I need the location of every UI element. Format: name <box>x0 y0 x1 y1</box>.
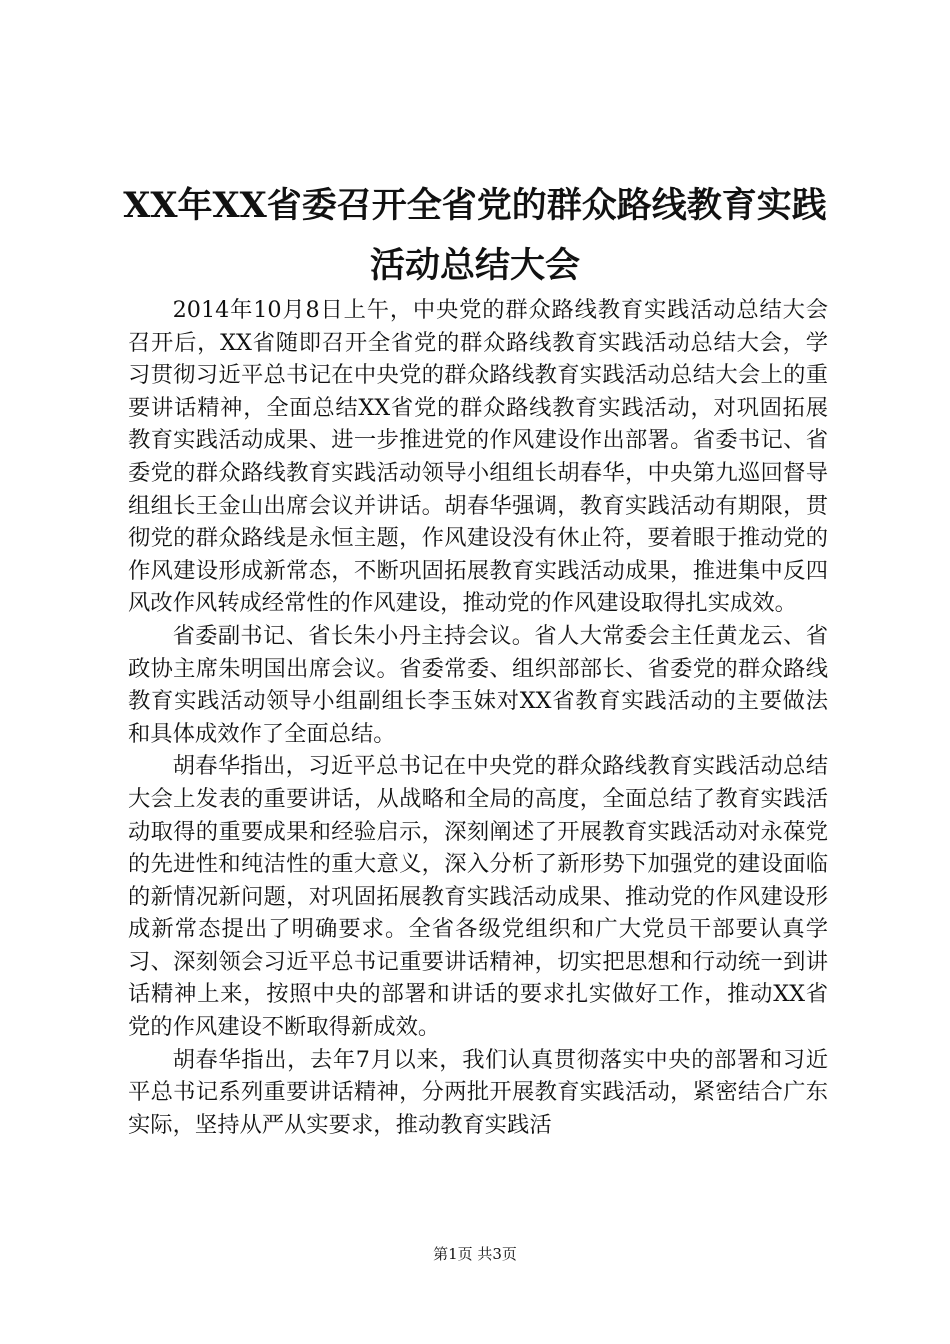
paragraph-4: 胡春华指出，去年7月以来，我们认真贯彻落实中央的部署和习近平总书记系列重要讲话精神，分两批开展教育实践活动，紧密结合广东实际，坚持从严从实要求，推动教育实践活 <box>128 1046 828 1138</box>
paragraph-2: 省委副书记、省长朱小丹主持会议。省人大常委会主任黄龙云、省政协主席朱明国出席会议。省委常委、组织部部长、省委党的群众路线教育实践活动领导小组副组长李玉妹对XX省教育实践活动的主要做法和具体成效作了全面总结。 <box>128 622 828 747</box>
page-footer: 第1页 共3页 <box>433 1245 517 1263</box>
document-body <box>128 294 828 1141</box>
paragraph-1: 2014年10月8日上午，中央党的群众路线教育实践活动总结大会召开后，XX省随即召开全省党的群众路线教育实践活动总结大会，学习贯彻习近平总书记在中央党的群众路线教育实践活动总结大会上的重要讲话精神，全面总结XX省党的群众路线教育实践活动，对巩固拓展教育实践活动成果、进一步推进党的作风建设作出部署。省委书记、省委党的群众路线教育实践活动领导小组组长胡春华，中央第九巡回督导组组长王金山出席会议并讲话。胡春华强调，教育实践活动有期限，贯彻党的群众路线是永恒主题，作风建设没有休止符，要着眼于推动党的作风建设形成新常态，不断巩固拓展教育实践活动成果，推进集中反四风改作风转成经常性的作风建设，推动党的作风建设取得扎实成效。 <box>128 297 828 617</box>
title-line-1: XX年XX省委召开全省党的群众路线教育实践 <box>123 185 827 226</box>
paragraph-3: 胡春华指出，习近平总书记在中央党的群众路线教育实践活动总结大会上发表的重要讲话，从战略和全局的高度，全面总结了教育实践活动取得的重要成果和经验启示，深刻阐述了开展教育实践活动对永葆党的先进性和纯洁性的重大意义，深入分析了新形势下加强党的建设面临的新情况新问题，对巩固拓展教育实践活动成果、推动党的作风建设形成新常态提出了明确要求。全省各级党组织和广大党员干部要认真学习、深刻领会习近平总书记重要讲话精神，切实把思想和行动统一到讲话精神上来，按照中央的部署和讲话的要求扎实做好工作，推动XX省党的作风建设不断取得新成效。 <box>128 753 828 1041</box>
document-title <box>110 176 840 296</box>
title-line-2: 活动总结大会 <box>369 245 580 286</box>
